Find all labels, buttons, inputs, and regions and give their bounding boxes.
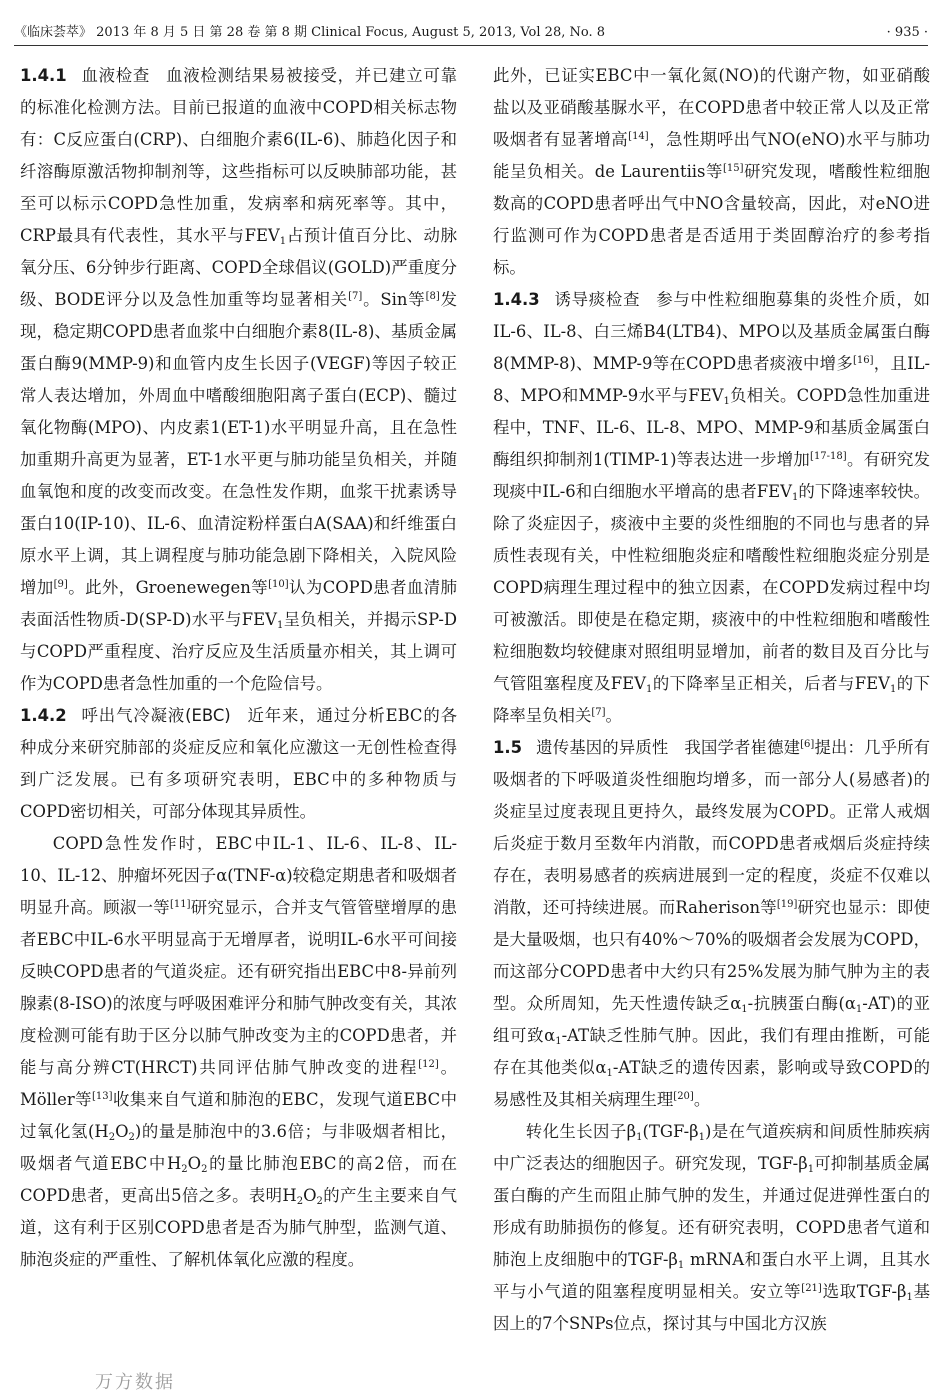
body-text: )的量是肺泡中的3.6倍；与非吸烟者相比，吸烟者气道EBC中H	[20, 1122, 457, 1173]
citation-ref: [16]	[853, 355, 874, 366]
body-text: 此外，已证实EBC中一氧化氮(NO)的代谢产物，如亚硝酸盐以及亚硝酸基脲水平，在COPD患者中较正常人以及正常吸烟者有显著增高	[493, 66, 930, 149]
body-text: 转化生长因子β	[525, 1122, 637, 1141]
section-title: 呼出气冷凝液(EBC)	[80, 706, 231, 725]
citation-ref: [14]	[628, 131, 649, 142]
body-text: O	[187, 1154, 202, 1173]
body-text: 。Sin等	[362, 290, 426, 309]
body-text: (TGF-β	[642, 1122, 699, 1141]
subscript: 2	[128, 1132, 135, 1143]
subscript: 1	[906, 1292, 913, 1303]
running-header	[14, 12, 928, 46]
body-text: 研究显示，合并支气管管壁增厚的患者EBC中IL-6水平明显高于无增厚者，说明IL-6水平可间接反映COPD患者的气道炎症。还有研究指出EBC中8-异前列腺素(8-ISO)的浓度与呼吸困难评分和肺气肿改变有关，其浓度检测可能有助于区分以肺气肿改变为主的COPD患者，并能与高分辨CT(HRCT)共同评估肺气肿改变的进程	[20, 898, 457, 1077]
subscript: 1	[606, 1068, 613, 1079]
citation-ref: [19]	[776, 899, 798, 910]
body-text: 。此外，Groenewegen等	[67, 578, 269, 597]
citation-ref: [15]	[722, 163, 744, 174]
body-text: ，且IL-8、MPO和MMP-9水平与FEV	[493, 354, 930, 405]
citation-ref: [20]	[673, 1091, 694, 1102]
section-number: 1.4.2	[20, 706, 67, 725]
citation-ref: [21]	[801, 1283, 822, 1294]
body-text: 可抑制基质金属蛋白酶的产生而阻止肺气肿的发生，并通过促进弹性蛋白的形成有助肺损伤的修复。还有研究表明，COPD患者气道和肺泡上皮细胞中的TGF-β	[493, 1154, 930, 1269]
body-text: O	[303, 1186, 317, 1205]
subscript: 1	[741, 1004, 748, 1015]
body-text: 的下降速率较快。除了炎症因子，痰液中主要的炎性细胞的不同也与患者的异质性表现有关，中性粒细胞炎症和嗜酸性粒细胞炎症分别是COPD病理生理过程中的独立因素，在COPD发病过程中均可被激活。即使是在稳定期，痰液中的中性粒细胞和嗜酸性粒细胞数均较健康对照组明显增加，前者的数目及百分比与气管阻塞程度及FEV	[493, 482, 930, 693]
body-text: -AT缺乏性肺气肿。因此，我们有理由推断，可能存在其他类似α	[493, 1026, 930, 1077]
section-number: 1.5	[493, 738, 523, 757]
section-number: 1.4.3	[493, 290, 540, 309]
left-column	[20, 60, 457, 1388]
journal-citation: 《临床荟萃》 2013 年 8 月 5 日 第 28 卷 第 8 期 Clinical Focus, August 5, 2013, Vol 28, No. 8	[14, 25, 605, 40]
body-text: 发现，稳定期COPD患者血浆中白细胞介素8(IL-8)、基质金属蛋白酶9(MMP-9)和血管内皮生长因子(VEGF)等因子较正常人表达增加，外周血中嗜酸细胞阳离子蛋白(ECP)、髓过氧化物酶(MPO)、内皮素1(ET-1)水平明显升高，且在急性加重期升高更为显著，ET-1水平更与肺功能呈负相关，并随血氧饱和度的改变而改变。在急性发作期，血浆干扰素诱导蛋白10(IP-10)、IL-6、血清淀粉样蛋白A(SAA)和纤维蛋白原水平上调，其上调程度与肺功能急剧下降相关，入院风险增加	[20, 290, 457, 597]
citation-ref: [9]	[53, 579, 68, 590]
body-text: 负相关。COPD急性加重进程中，TNF、IL-6、IL-8、MPO、MMP-9和基质金属蛋白酶组织抑制剂1(TIMP-1)等表达进一步增加	[493, 386, 930, 469]
body-text: 研究也显示：即使是大量吸烟，也只有40%～70%的吸烟者会发展为COPD，而这部分COPD患者中大约只有25%发展为肺气肿为主的表型。众所周知，先天性遗传缺乏α	[493, 898, 930, 1013]
subscript: 2	[108, 1132, 116, 1143]
subscript: 1	[889, 684, 897, 695]
section-title: 血液检查	[80, 66, 151, 85]
body-text: 基因上的7个SNPs位点，探讨其与中国北方汉族	[493, 1282, 930, 1333]
body-text: -AT)的亚组可致α	[493, 994, 930, 1045]
body-text: 。	[693, 1090, 711, 1109]
section-1-4-1	[20, 60, 457, 700]
section-number: 1.4.1	[20, 66, 67, 85]
citation-ref: [6]	[800, 739, 815, 750]
watermark: 万方数据	[95, 1372, 175, 1393]
right-column	[493, 60, 930, 1388]
body-text: )是在气道疾病和间质性肺疾病中广泛表达的细胞因子。研究发现，TGF-β	[493, 1122, 930, 1173]
paragraph-tgf-beta	[493, 1116, 930, 1340]
subscript: 1	[698, 1132, 705, 1143]
body-text: 研究发现，嗜酸性粒细胞数高的COPD患者呼出气中NO含量较高，因此，对eNO进行监测可作为COPD患者是否适用于类固醇治疗的参考指标。	[493, 162, 930, 277]
subscript: 1	[791, 492, 799, 503]
body-text: ，急性期呼出气NO(eNO)水平与肺功能呈负相关。de Laurentiis等	[493, 130, 930, 181]
page-number: · 935 ·	[886, 25, 928, 40]
body-text: 我国学者崔德建	[684, 738, 801, 757]
body-text: 收集来自气道和肺泡的EBC，发现气道EBC中过氧化氢(H	[20, 1090, 457, 1141]
body-text: 认为COPD患者血清肺表面活性物质-D(SP-D)水平与FEV	[20, 578, 457, 629]
citation-ref: [8]	[425, 291, 440, 302]
subscript: 1	[636, 1132, 643, 1143]
body-text: 近年来，通过分析EBC的各种成分来研究肺部的炎症反应和氧化应激这一无创性检查得到广泛发展。已有多项研究表明，EBC中的多种物质与COPD密切相关，可部分体现其异质性。	[20, 706, 457, 821]
citation-ref: [13]	[92, 1091, 113, 1102]
section-title: 诱导痰检查	[553, 290, 641, 309]
section-1-4-2	[20, 700, 457, 828]
subscript: 1	[276, 620, 284, 631]
subscript: 1	[807, 1164, 815, 1175]
paragraph-ebc-no	[493, 60, 930, 284]
body-text: 血液检测结果易被接受，并已建立可靠的标准化检测方法。目前已报道的血液中COPD相关标志物有：C反应蛋白(CRP)、白细胞介素6(IL-6)、肺趋化因子和纤溶酶原激活物抑制剂等，这些指标可以反映肺部功能，甚至可以标示COPD急性加重，发病率和病死率等。其中，CRP最具有代表性，其水平与FEV	[20, 66, 457, 245]
citation-ref: [12]	[418, 1059, 439, 1070]
body-text: 的下降率呈负相关	[493, 674, 930, 725]
body-text: mRNA和蛋白水平上调，且其水平与小气道的阻塞程度明显相关。安立等	[493, 1250, 930, 1301]
body-text: 的产生主要来自气道，这有利于区别COPD患者是否为肺气肿型，监测气道、肺泡炎症的严重性、了解机体氧化应激的程度。	[20, 1186, 457, 1269]
subscript: 1	[677, 1260, 685, 1271]
subscript: 2	[181, 1164, 188, 1175]
body-text: O	[115, 1122, 129, 1141]
section-title: 遗传基因的异质性	[536, 738, 669, 757]
body-text: -AT缺乏的遗传因素，影响或导致COPD的易感性及其相关病理生理	[493, 1058, 930, 1109]
section-1-4-3	[493, 284, 930, 732]
body-text: 。	[605, 706, 622, 725]
subscript: 2	[296, 1196, 304, 1207]
body-text: COPD急性发作时，EBC中IL-1、IL-6、IL-8、IL-10、IL-12、肿瘤坏死因子α(TNF-α)较稳定期患者和吸烟者明显升高。顾淑一等	[20, 834, 457, 917]
paragraph-ebc-acute	[20, 828, 457, 1276]
body-text: 占预计值百分比、动脉氧分压、6分钟步行距离、COPD全球倡议(GOLD)严重度分级、BODE评分以及急性加重等均显著相关	[20, 226, 457, 309]
body-text: 。Möller等	[20, 1058, 457, 1109]
subscript: 1	[555, 1036, 562, 1047]
citation-ref: [10]	[268, 579, 289, 590]
subscript: 2	[316, 1196, 323, 1207]
body-text: -抗胰蛋白酶(α	[747, 994, 856, 1013]
subscript: 2	[201, 1164, 208, 1175]
citation-ref: [17-18]	[810, 451, 847, 462]
body-text: 。有研究发现痰中IL-6和白细胞水平增高的患者FEV	[493, 450, 930, 501]
subscript: 1	[855, 1004, 863, 1015]
body-text: 呈负相关，并揭示SP-D与COPD严重程度、治疗反应及生活质量亦相关，其上调可作为COPD患者急性加重的一个危险信号。	[20, 610, 457, 693]
body-text: 选取TGF-β	[821, 1282, 907, 1301]
body-text: 参与中性粒细胞募集的炎性介质，如IL-6、IL-8、白三烯B4(LTB4)、MPO以及基质金属蛋白酶8(MMP-8)、MMP-9等在COPD患者痰液中增多	[493, 290, 930, 373]
subscript: 1	[279, 236, 287, 247]
body-text: 的量比肺泡EBC的高2倍，而在COPD患者，更高出5倍之多。表明H	[20, 1154, 457, 1205]
citation-ref: [7]	[348, 291, 363, 302]
section-1-5	[493, 732, 930, 1116]
body-text: 提出：几乎所有吸烟者的下呼吸道炎性细胞均增多，而一部分人(易感者)的炎症呈过度表现且更持久，最终发展为COPD。正常人戒烟后炎症于数月至数年内消散，而COPD患者戒烟后炎症持续存在，表明易感者的疾病进展到一定的程度，炎症不仅难以消散，还可持续进展。而Raherison等	[493, 738, 930, 917]
body-text: 的下降率呈正相关，后者与FEV	[652, 674, 890, 693]
subscript: 1	[723, 396, 730, 407]
citation-ref: [11]	[169, 899, 191, 910]
subscript: 1	[646, 684, 653, 695]
citation-ref: [7]	[591, 707, 606, 718]
